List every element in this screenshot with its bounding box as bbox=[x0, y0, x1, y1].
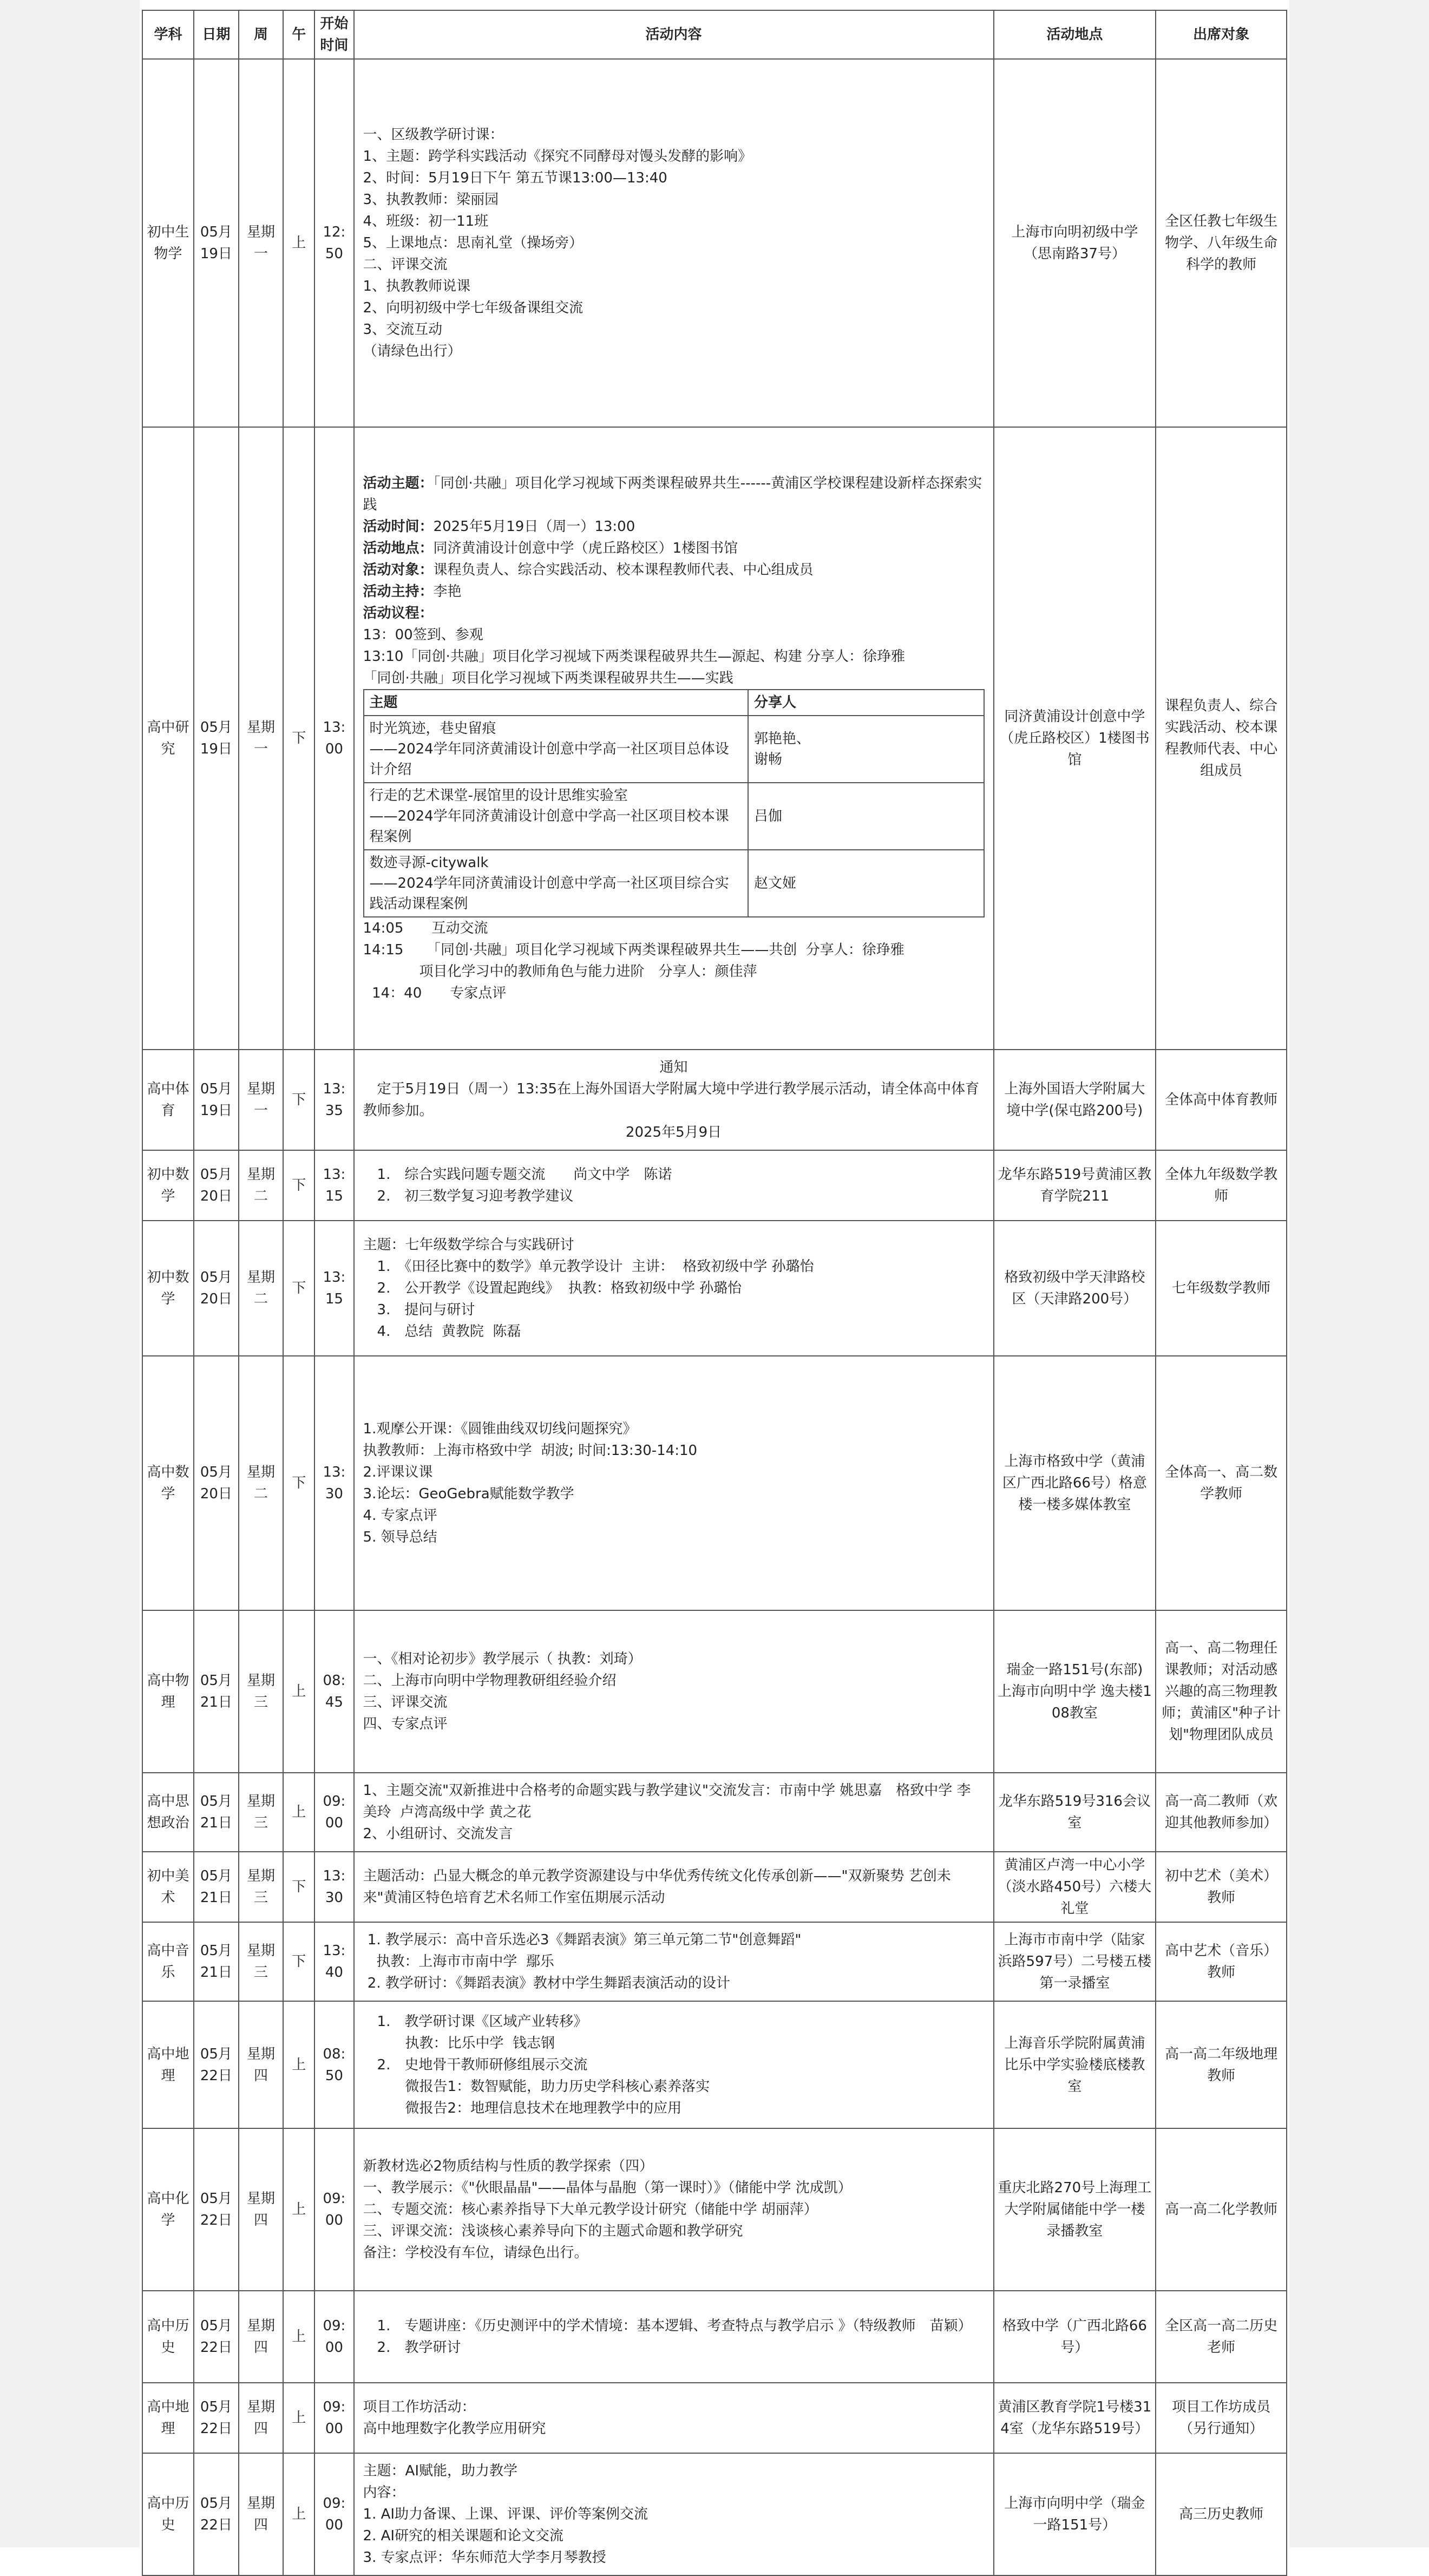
schedule-row bbox=[142, 1150, 1287, 1221]
start-time-cell: 09:00 bbox=[314, 2128, 353, 2291]
audience-cell: 项目工作坊成员（另行通知） bbox=[1156, 2383, 1287, 2453]
date-cell: 05月20日 bbox=[194, 1356, 239, 1610]
subject-cell: 初中数学 bbox=[142, 1221, 194, 1356]
page-margin-right bbox=[1289, 0, 1429, 2547]
agenda-header-speaker: 分享人 bbox=[748, 690, 984, 716]
content-line: 4. 专家点评 bbox=[363, 1507, 437, 1524]
weekday-cell: 星期四 bbox=[239, 2291, 284, 2383]
content-line: 1. 综合实践问题专题交流 尚文中学 陈诺 bbox=[363, 1166, 672, 1183]
content-line bbox=[363, 538, 985, 559]
half-day-cell: 上 bbox=[283, 2291, 314, 2383]
start-time-cell: 08:45 bbox=[314, 1610, 353, 1773]
weekday-cell: 星期三 bbox=[239, 1922, 284, 2001]
half-day-cell: 上 bbox=[283, 1610, 314, 1773]
content-line: 2. 史地骨干教师研修组展示交流 bbox=[363, 2056, 588, 2073]
content-line: 一、《相对论初步》教学展示（ 执教：刘琦） bbox=[363, 1651, 642, 1667]
header-row bbox=[142, 10, 1287, 59]
location-cell: 重庆北路270号上海理工大学附属储能中学一楼录播教室 bbox=[994, 2128, 1156, 2291]
content-line: 14：40 专家点评 bbox=[363, 985, 507, 1001]
header-audience: 出席对象 bbox=[1156, 10, 1287, 59]
content-line: 主题活动：凸显大概念的单元教学资源建设与中华优秀传统文化传承创新——"双新聚势 艺创未来"黄浦区特色培育艺术名师工作室伍期展示活动 bbox=[363, 1868, 951, 1906]
schedule-row bbox=[142, 1221, 1287, 1356]
activity-content-cell bbox=[354, 1050, 994, 1150]
content-line-text: 同济黄浦设计创意中学（虎丘路校区）1楼图书馆 bbox=[433, 540, 738, 556]
date-cell: 05月22日 bbox=[194, 2453, 239, 2575]
activity-content-cell bbox=[354, 59, 994, 427]
audience-cell: 高三历史教师 bbox=[1156, 2453, 1287, 2575]
location-cell: 上海市向明中学（瑞金一路151号） bbox=[994, 2453, 1156, 2575]
content-line: 1、执教教师说课 bbox=[363, 278, 471, 294]
half-day-cell: 上 bbox=[283, 2001, 314, 2128]
content-line: 1、主题：跨学科实践活动《探究不同酵母对馒头发酵的影响》 bbox=[363, 148, 752, 165]
schedule-row bbox=[142, 2383, 1287, 2453]
subject-cell: 高中音乐 bbox=[142, 1922, 194, 2001]
date-cell: 05月19日 bbox=[194, 59, 239, 427]
start-time-cell: 09:00 bbox=[314, 1773, 353, 1852]
content-line: 高中地理数字化教学应用研究 bbox=[363, 2421, 546, 2437]
agenda-row bbox=[364, 783, 984, 850]
start-time-cell: 13:15 bbox=[314, 1221, 353, 1356]
agenda-topic: 时光筑迹，巷史留痕 ——2024学年同济黄浦设计创意中学高一社区项目总体设计介绍 bbox=[364, 716, 749, 783]
half-day-cell: 下 bbox=[283, 1356, 314, 1610]
date-cell: 05月22日 bbox=[194, 2001, 239, 2128]
date-cell: 05月22日 bbox=[194, 2383, 239, 2453]
schedule-row bbox=[142, 1922, 1287, 2001]
half-day-cell: 下 bbox=[283, 1150, 314, 1221]
start-time-cell: 13:30 bbox=[314, 1852, 353, 1922]
audience-cell: 全区任教七年级生物学、八年级生命科学的教师 bbox=[1156, 59, 1287, 427]
schedule-row bbox=[142, 1050, 1287, 1150]
date-cell: 05月20日 bbox=[194, 1150, 239, 1221]
date-cell: 05月22日 bbox=[194, 2128, 239, 2291]
content-line: 5. 领导总结 bbox=[363, 1529, 437, 1545]
header-week: 周 bbox=[239, 10, 284, 59]
half-day-cell: 上 bbox=[283, 1773, 314, 1852]
content-line: 1. AI助力备课、上课、评课、评价等案例交流 bbox=[363, 2506, 648, 2522]
subject-cell: 高中地理 bbox=[142, 2383, 194, 2453]
agenda-speaker: 赵文娅 bbox=[748, 850, 984, 917]
content-line: 2. 初三数学复习迎考教学建议 bbox=[363, 1188, 574, 1204]
content-line: 3. 专家点评：华东师范大学李月琴教授 bbox=[363, 2549, 606, 2566]
audience-cell: 高一、高二物理任课教师；对活动感兴趣的高三物理教师；黄浦区"种子计划"物理团队成员 bbox=[1156, 1610, 1287, 1773]
content-line: 2. 公开教学《设置起跑线》 执教：格致初级中学 孙璐怡 bbox=[363, 1280, 742, 1296]
content-line bbox=[363, 473, 985, 516]
activity-content-cell bbox=[354, 1773, 994, 1852]
content-line: 微报告1：数智赋能，助力历史学科核心素养落实 bbox=[363, 2078, 710, 2095]
location-cell: 上海市向明初级中学（思南路37号） bbox=[994, 59, 1156, 427]
header-content: 活动内容 bbox=[354, 10, 994, 59]
half-day-cell: 上 bbox=[283, 59, 314, 427]
content-line: 三、评课交流：浅谈核心素养导向下的主题式命题和教学研究 bbox=[363, 2223, 743, 2239]
content-line: 一、教学展示：《"伙眼晶晶"——晶体与晶胞（第一课时）》（储能中学 沈成凯） bbox=[363, 2180, 852, 2196]
content-line: 2、小组研讨、交流发言 bbox=[363, 1826, 513, 1842]
subject-cell: 初中数学 bbox=[142, 1150, 194, 1221]
subject-cell: 高中历史 bbox=[142, 2453, 194, 2575]
content-line-text: 李艳 bbox=[433, 584, 462, 600]
audience-cell: 七年级数学教师 bbox=[1156, 1221, 1287, 1356]
content-line-text: 13:10「同创·共融」项目化学习视域下两类课程破界共生—源起、构建 分享人：徐琤雅 bbox=[363, 648, 905, 665]
agenda-topic: 行走的艺术课堂-展馆里的设计思维实验室 ——2024学年同济黄浦设计创意中学高一社区项目校本课程案例 bbox=[364, 783, 749, 850]
agenda-row bbox=[364, 850, 984, 917]
content-line: 1. 《田径比赛中的数学》单元教学设计 主讲： 格致初级中学 孙璐怡 bbox=[363, 1258, 814, 1275]
activity-content-cell bbox=[354, 2383, 994, 2453]
content-line: 二、专题交流：核心素养指导下大单元教学设计研究（储能中学 胡丽萍） bbox=[363, 2201, 818, 2218]
half-day-cell: 上 bbox=[283, 2453, 314, 2575]
weekday-cell: 星期一 bbox=[239, 59, 284, 427]
agenda-subtable bbox=[363, 689, 985, 917]
activity-content-cell bbox=[354, 1922, 994, 2001]
subject-cell: 初中美术 bbox=[142, 1852, 194, 1922]
start-time-cell: 13:40 bbox=[314, 1922, 353, 2001]
weekday-cell: 星期二 bbox=[239, 1221, 284, 1356]
half-day-cell: 下 bbox=[283, 427, 314, 1050]
date-cell: 05月22日 bbox=[194, 2291, 239, 2383]
content-line-label: 活动议程： bbox=[363, 605, 434, 621]
audience-cell: 全区高一高二历史老师 bbox=[1156, 2291, 1287, 2383]
content-line: 1. 专题讲座：《历史测评中的学术情境：基本逻辑、考查特点与教学启示 》（特级教师 苗颖） bbox=[363, 2318, 972, 2334]
location-cell: 上海市市南中学（陆家浜路597号）二号楼五楼第一录播室 bbox=[994, 1922, 1156, 2001]
audience-cell: 高中艺术（音乐）教师 bbox=[1156, 1922, 1287, 2001]
activity-content-cell bbox=[354, 1610, 994, 1773]
subject-cell: 高中思想政治 bbox=[142, 1773, 194, 1852]
content-line: 执教教师：上海市格致中学 胡波; 时间:13:30-14:10 bbox=[363, 1443, 698, 1459]
location-cell: 同济黄浦设计创意中学（虎丘路校区）1楼图书馆 bbox=[994, 427, 1156, 1050]
content-line: 2. AI研究的相关课题和论文交流 bbox=[363, 2528, 564, 2544]
audience-cell: 高一高二化学教师 bbox=[1156, 2128, 1287, 2291]
header-noon: 午 bbox=[283, 10, 314, 59]
content-line: 执教：比乐中学 钱志钢 bbox=[363, 2035, 555, 2051]
audience-cell: 全体九年级数学教师 bbox=[1156, 1150, 1287, 1221]
notice-date: 2025年5月9日 bbox=[625, 1124, 722, 1140]
weekday-cell: 星期一 bbox=[239, 427, 284, 1050]
activity-content-cell bbox=[354, 2128, 994, 2291]
header-start-time: 开始时间 bbox=[314, 10, 353, 59]
content-line: 二、上海市向明中学物理教研组经验介绍 bbox=[363, 1673, 617, 1689]
schedule-row bbox=[142, 1773, 1287, 1852]
page-margin-left bbox=[0, 0, 140, 2547]
activity-content-cell bbox=[354, 1356, 994, 1610]
agenda-row bbox=[364, 716, 984, 783]
date-cell: 05月20日 bbox=[194, 1221, 239, 1356]
schedule-row bbox=[142, 2453, 1287, 2575]
content-line: 微报告2：地理信息技术在地理教学中的应用 bbox=[363, 2100, 682, 2116]
date-cell: 05月19日 bbox=[194, 1050, 239, 1150]
content-line: 1、主题交流"双新推进中合格考的命题实践与教学建议"交流发言：市南中学 姚思嘉 格致中学 李美玲 卢湾高级中学 黄之花 bbox=[363, 1782, 971, 1820]
audience-cell: 全体高中体育教师 bbox=[1156, 1050, 1287, 1150]
location-cell: 龙华东路519号316会议室 bbox=[994, 1773, 1156, 1852]
notice-body: 定于5月19日（周一）13:35在上海外国语大学附属大境中学进行教学展示活动，请全体高中体育教师参加。 bbox=[363, 1081, 980, 1119]
date-cell: 05月21日 bbox=[194, 1610, 239, 1773]
location-cell: 黄浦区卢湾一中心小学（淡水路450号）六楼大礼堂 bbox=[994, 1852, 1156, 1922]
location-cell: 格致初级中学天津路校区（天津路200号） bbox=[994, 1221, 1156, 1356]
content-line: 执教：上海市市南中学 鄢乐 bbox=[363, 1954, 554, 1970]
content-line: 14:05 互动交流 bbox=[363, 920, 488, 936]
weekday-cell: 星期四 bbox=[239, 2128, 284, 2291]
date-cell: 05月19日 bbox=[194, 427, 239, 1050]
activity-content-cell bbox=[354, 427, 994, 1050]
content-line: 2、时间：5月19日下午 第五节课13:00—13:40 bbox=[363, 170, 667, 186]
agenda-header-row bbox=[364, 690, 984, 716]
content-line: 1.观摩公开课：《圆锥曲线双切线问题探究》 bbox=[363, 1421, 637, 1437]
start-time-cell: 09:00 bbox=[314, 2453, 353, 2575]
audience-cell: 课程负责人、综合实践活动、校本课程教师代表、中心组成员 bbox=[1156, 427, 1287, 1050]
activity-content-cell bbox=[354, 2291, 994, 2383]
agenda-speaker: 吕伽 bbox=[748, 783, 984, 850]
audience-cell: 高一高二教师（欢迎其他教师参加） bbox=[1156, 1773, 1287, 1852]
start-time-cell: 12:50 bbox=[314, 59, 353, 427]
agenda-header-topic: 主题 bbox=[364, 690, 749, 716]
location-cell: 上海市格致中学（黄浦区广西北路66号）格意楼一楼多媒体教室 bbox=[994, 1356, 1156, 1610]
header-subject: 学科 bbox=[142, 10, 194, 59]
schedule-row bbox=[142, 59, 1287, 427]
date-cell: 05月21日 bbox=[194, 1852, 239, 1922]
half-day-cell: 上 bbox=[283, 2128, 314, 2291]
subject-cell: 高中体育 bbox=[142, 1050, 194, 1150]
content-line: （请绿色出行） bbox=[363, 343, 462, 359]
start-time-cell: 09:00 bbox=[314, 2291, 353, 2383]
header-location: 活动地点 bbox=[994, 10, 1156, 59]
half-day-cell: 上 bbox=[283, 2383, 314, 2453]
content-line: 4、班级：初一11班 bbox=[363, 213, 489, 230]
content-line-label: 活动地点： bbox=[363, 540, 434, 556]
agenda-topic: 数迹寻源-citywalk ——2024学年同济黄浦设计创意中学高一社区项目综合实践活动课程案例 bbox=[364, 850, 749, 917]
subject-cell: 初中生物学 bbox=[142, 59, 194, 427]
location-cell: 龙华东路519号黄浦区教育学院211 bbox=[994, 1150, 1156, 1221]
content-line: 一、区级教学研讨课： bbox=[363, 127, 504, 143]
content-line: 四、专家点评 bbox=[363, 1716, 448, 1732]
location-cell: 上海外国语大学附属大境中学(保屯路200号) bbox=[994, 1050, 1156, 1150]
subject-cell: 高中数学 bbox=[142, 1356, 194, 1610]
audience-cell: 初中艺术（美术）教师 bbox=[1156, 1852, 1287, 1922]
content-line-label: 活动时间： bbox=[363, 519, 434, 535]
content-line: 3. 提问与研讨 bbox=[363, 1302, 475, 1318]
content-line: 14:15 「同创·共融」项目化学习视域下两类课程破界共生——共创 分享人：徐琤雅 bbox=[363, 942, 904, 958]
activity-content-cell bbox=[354, 1852, 994, 1922]
half-day-cell: 下 bbox=[283, 1852, 314, 1922]
content-line bbox=[363, 602, 985, 624]
content-line: 1. 教学研讨课《区域产业转移》 bbox=[363, 2013, 588, 2030]
location-cell: 瑞金一路151号(东部) 上海市向明中学 逸夫楼108教室 bbox=[994, 1610, 1156, 1773]
weekday-cell: 星期二 bbox=[239, 1356, 284, 1610]
header-date: 日期 bbox=[194, 10, 239, 59]
content-line-label: 活动对象： bbox=[363, 562, 434, 578]
audience-cell: 高一高二年级地理教师 bbox=[1156, 2001, 1287, 2128]
schedule-row bbox=[142, 427, 1287, 1050]
content-line: 2. 教学研讨 bbox=[363, 2339, 461, 2356]
start-time-cell: 13:35 bbox=[314, 1050, 353, 1150]
activity-content-cell bbox=[354, 1150, 994, 1221]
weekday-cell: 星期三 bbox=[239, 1852, 284, 1922]
content-line: 1. 教学展示：高中音乐选必3《舞蹈表演》第三单元第二节"创意舞蹈" bbox=[363, 1932, 802, 1948]
content-line: 新教材选必2物质结构与性质的教学探索（四） bbox=[363, 2158, 654, 2174]
schedule-row bbox=[142, 2291, 1287, 2383]
schedule-row bbox=[142, 1852, 1287, 1922]
content-line bbox=[363, 581, 985, 602]
weekday-cell: 星期三 bbox=[239, 1610, 284, 1773]
weekday-cell: 星期四 bbox=[239, 2383, 284, 2453]
content-line: 主题：七年级数学综合与实践研讨 bbox=[363, 1237, 574, 1253]
content-line: 5、上课地点：思南礼堂（操场旁） bbox=[363, 235, 584, 251]
content-line: 二、评课交流 bbox=[363, 257, 448, 273]
schedule-row bbox=[142, 2128, 1287, 2291]
content-line: 备注：学校没有车位，请绿色出行。 bbox=[363, 2245, 588, 2261]
content-line: 主题：AI赋能，助力教学 bbox=[363, 2463, 517, 2479]
date-cell: 05月21日 bbox=[194, 1922, 239, 2001]
content-line bbox=[363, 646, 985, 667]
half-day-cell: 下 bbox=[283, 1922, 314, 2001]
content-line bbox=[363, 516, 985, 538]
content-line: 2、向明初级中学七年级备课组交流 bbox=[363, 300, 584, 316]
location-cell: 上海音乐学院附属黄浦比乐中学实验楼底楼教室 bbox=[994, 2001, 1156, 2128]
subject-cell: 高中物理 bbox=[142, 1610, 194, 1773]
weekday-cell: 星期四 bbox=[239, 2001, 284, 2128]
start-time-cell: 13:15 bbox=[314, 1150, 353, 1221]
content-line: 项目工作坊活动： bbox=[363, 2399, 476, 2415]
subject-cell: 高中化学 bbox=[142, 2128, 194, 2291]
content-line bbox=[363, 667, 985, 689]
activity-content-cell bbox=[354, 2001, 994, 2128]
schedule-row bbox=[142, 2001, 1287, 2128]
content-line: 三、评课交流 bbox=[363, 1694, 448, 1710]
weekday-cell: 星期三 bbox=[239, 1773, 284, 1852]
location-cell: 黄浦区教育学院1号楼314室（龙华东路519号） bbox=[994, 2383, 1156, 2453]
half-day-cell: 下 bbox=[283, 1050, 314, 1150]
content-line: 4. 总结 黄教院 陈磊 bbox=[363, 1323, 521, 1340]
weekday-cell: 星期一 bbox=[239, 1050, 284, 1150]
weekday-cell: 星期二 bbox=[239, 1150, 284, 1221]
date-cell: 05月21日 bbox=[194, 1773, 239, 1852]
content-line: 3、交流互动 bbox=[363, 322, 443, 338]
schedule-row bbox=[142, 1356, 1287, 1610]
activity-content-cell bbox=[354, 1221, 994, 1356]
subject-cell: 高中地理 bbox=[142, 2001, 194, 2128]
content-line: 项目化学习中的教师角色与能力进阶 分享人：颜佳萍 bbox=[363, 963, 757, 980]
subject-cell: 高中历史 bbox=[142, 2291, 194, 2383]
content-line: 内容： bbox=[363, 2485, 405, 2501]
subject-cell: 高中研究 bbox=[142, 427, 194, 1050]
content-line-text: 2025年5月19日（周一）13:00 bbox=[433, 519, 635, 535]
audience-cell: 全体高一、高二数学教师 bbox=[1156, 1356, 1287, 1610]
content-line-text: 「同创·共融」项目化学习视域下两类课程破界共生------黄浦区学校课程建设新样态探索实践 bbox=[363, 475, 982, 513]
notice-title: 通知 bbox=[659, 1059, 688, 1076]
content-line: 3、执教教师：梁丽园 bbox=[363, 192, 499, 208]
agenda-speaker: 郭艳艳、 谢畅 bbox=[748, 716, 984, 783]
start-time-cell: 08:50 bbox=[314, 2001, 353, 2128]
start-time-cell: 09:00 bbox=[314, 2383, 353, 2453]
content-line bbox=[363, 624, 985, 646]
content-line-text: 13：00签到、参观 bbox=[363, 627, 483, 643]
start-time-cell: 13:00 bbox=[314, 427, 353, 1050]
content-line-text: 课程负责人、综合实践活动、校本课程教师代表、中心组成员 bbox=[433, 562, 814, 578]
content-line bbox=[363, 559, 985, 581]
content-line-label: 活动主题： bbox=[363, 475, 434, 491]
schedule-row bbox=[142, 1610, 1287, 1773]
content-line-text: 「同创·共融」项目化学习视域下两类课程破界共生——实践 bbox=[363, 670, 733, 686]
schedule-table bbox=[142, 10, 1287, 2576]
activity-content-cell bbox=[354, 2453, 994, 2575]
start-time-cell: 13:30 bbox=[314, 1356, 353, 1610]
content-line-label: 活动主持： bbox=[363, 584, 434, 600]
half-day-cell: 下 bbox=[283, 1221, 314, 1356]
content-line: 3.论坛：GeoGebra赋能数学教学 bbox=[363, 1486, 574, 1502]
weekday-cell: 星期四 bbox=[239, 2453, 284, 2575]
content-line: 2.评课议课 bbox=[363, 1464, 433, 1480]
content-line: 2. 教学研讨：《舞蹈表演》教材中学生舞蹈表演活动的设计 bbox=[363, 1975, 730, 1991]
location-cell: 格致中学（广西北路66号） bbox=[994, 2291, 1156, 2383]
